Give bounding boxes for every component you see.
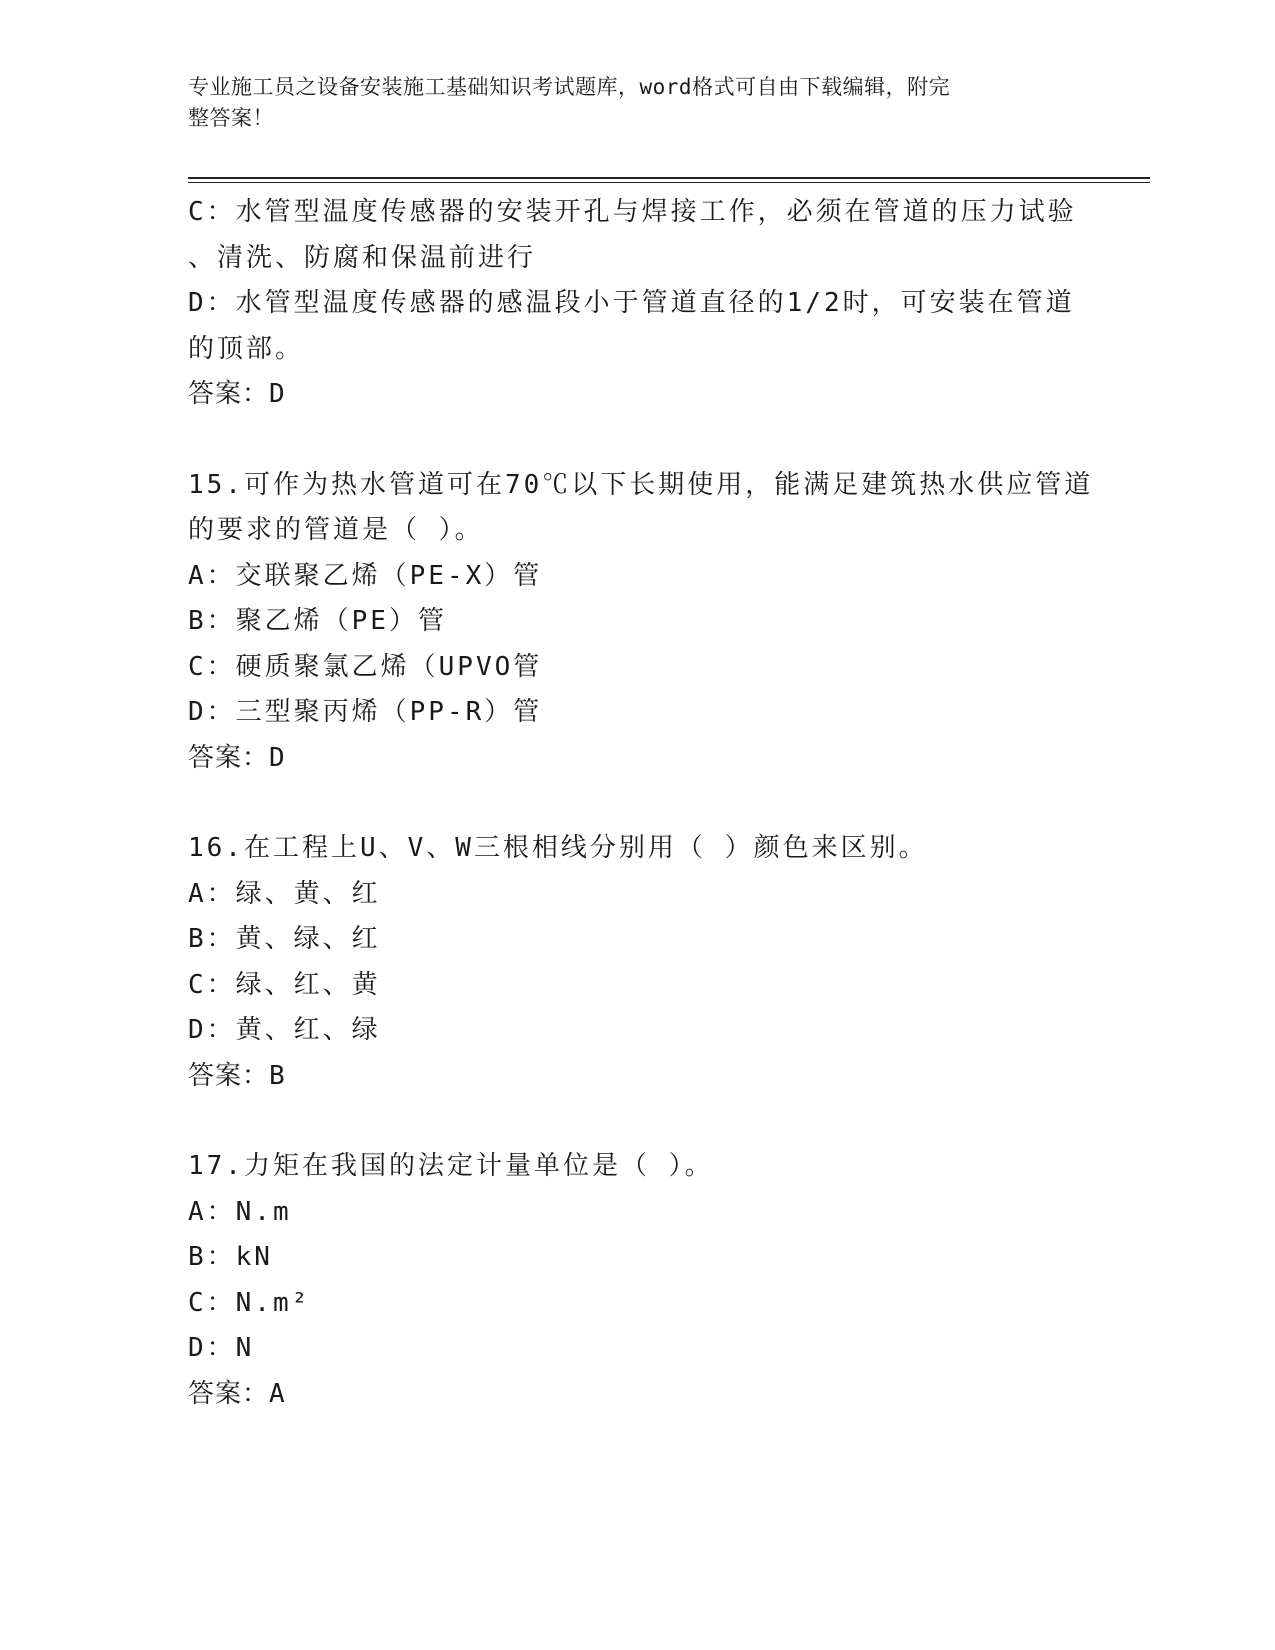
document-header [188, 72, 1088, 134]
answer-16: 答案：B [188, 1060, 286, 1091]
question-17-option-b: B：kN [188, 1242, 273, 1272]
question-15-option-b: B：聚乙烯（PE）管 [188, 606, 447, 636]
question-16-option-a: A：绿、黄、红 [188, 878, 381, 909]
question-17-option-d: D：N [188, 1333, 255, 1363]
question-17-option-a: A：N.m [188, 1196, 292, 1227]
question-15-option-c: C：硬质聚氯乙烯（UPVO管 [188, 651, 543, 682]
question-15-stem-line-1: 15.可作为热水管道可在70℃以下长期使用，能满足建筑热水供应管道 [188, 469, 1094, 500]
question-16-option-d: D：黄、红、绿 [188, 1015, 381, 1045]
question-14-continuation [188, 190, 1088, 418]
document-body [188, 190, 1094, 1417]
question-17 [188, 1144, 1088, 1417]
question-16-option-b: B：黄、绿、红 [188, 924, 381, 954]
question-16 [188, 826, 1088, 1099]
option-c-line-1: C：水管型温度传感器的安装开孔与焊接工作，必须在管道的压力试验 [188, 197, 1077, 227]
option-c-line-2: 、清洗、防腐和保温前进行 [188, 242, 537, 273]
question-17-option-c: C：N.m² [188, 1287, 311, 1318]
question-15-option-d: D：三型聚丙烯（PP-R）管 [188, 697, 543, 727]
question-16-stem: 16.在工程上U、V、W三根相线分别用（ ）颜色来区别。 [188, 833, 928, 863]
question-17-stem: 17.力矩在我国的法定计量单位是（ ）。 [188, 1151, 714, 1181]
question-15-option-a: A：交联聚乙烯（PE-X）管 [188, 560, 543, 591]
question-15 [188, 463, 1094, 782]
option-d-line-1: D：水管型温度传感器的感温段小于管道直径的1/2时，可安装在管道 [188, 288, 1075, 318]
question-15-stem-line-2: 的要求的管道是（ ）。 [188, 515, 484, 545]
header-line-2: 整答案！ [188, 106, 274, 130]
header-line-1: 专业施工员之设备安装施工基础知识考试题库，word格式可自由下载编辑，附完 [188, 75, 951, 99]
header-divider-thick [188, 177, 1150, 179]
answer-15: 答案：D [188, 742, 286, 773]
question-16-option-c: C：绿、红、黄 [188, 969, 381, 1000]
answer-17: 答案：A [188, 1378, 286, 1409]
option-d-line-2: 的顶部。 [188, 333, 305, 364]
header-divider-thin [188, 182, 1150, 183]
answer-14: 答案：D [188, 379, 286, 409]
